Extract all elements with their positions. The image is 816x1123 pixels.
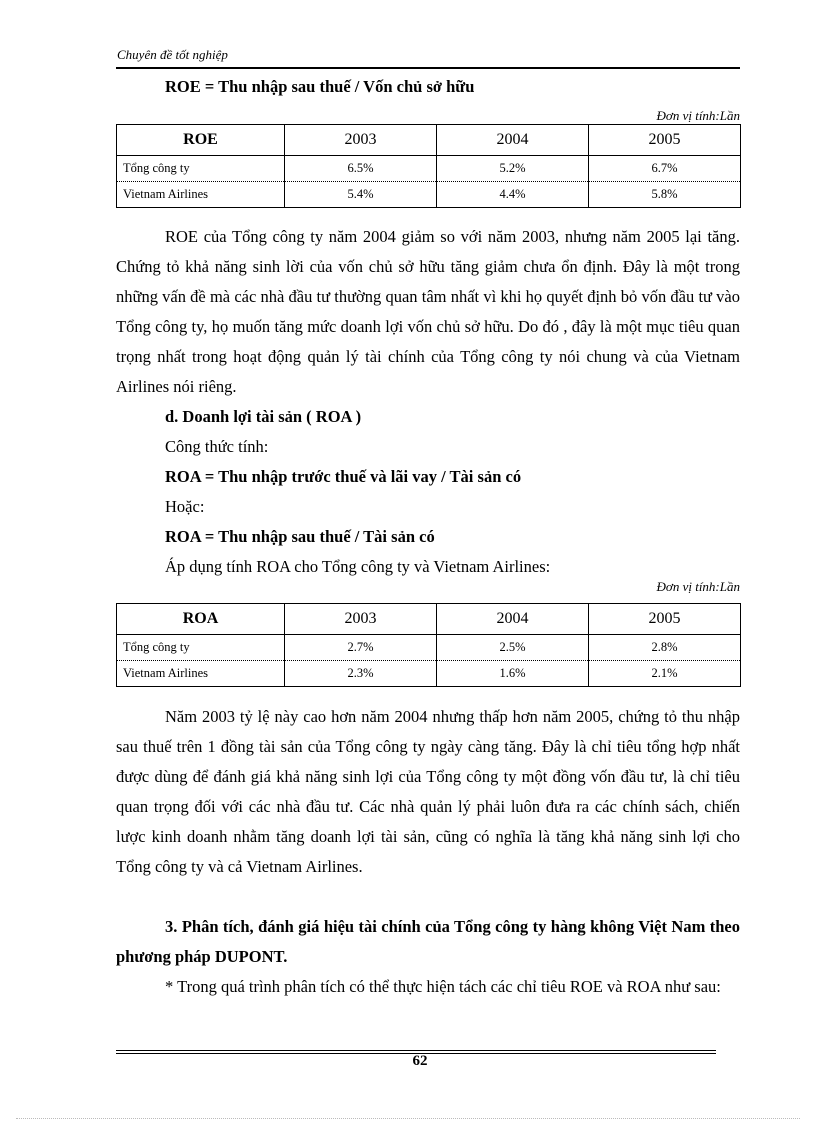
roe-table-unit: Đơn vị tính:Lần xyxy=(656,108,740,123)
roa-table-header: 2004 xyxy=(437,604,589,635)
roe-table-header: 2003 xyxy=(285,125,437,156)
table-cell: 1.6% xyxy=(437,661,589,687)
table-cell: 2.3% xyxy=(285,661,437,687)
roe-table-header: ROE xyxy=(117,125,285,156)
roa-table xyxy=(116,603,741,687)
table-cell: 4.4% xyxy=(437,182,589,208)
roa-analysis-paragraph: Năm 2003 tỷ lệ này cao hơn năm 2004 nhưng thấp hơn năm 2005, chứng tỏ thu nhập sau thuế trên 1 đồng tài sản của Tổng công ty ngày càng tăng. Đây là chỉ tiêu tổng hợp nhất được dùng để đánh giá khả năng sinh lợi của Tổng công ty một đồng vốn đầu tư, là chỉ tiêu quan trọng đối với các nhà đầu tư. Các nhà quản lý phải luôn đưa ra các chính sách, chiến lược kinh doanh nhằm tăng doanh lợi tài sản, cũng có nghĩa là tăng khả năng sinh lợi cho Tổng công ty và cả Vietnam Airlines. xyxy=(116,707,740,876)
table-cell: 2.8% xyxy=(589,635,741,661)
roa-formula-label: Công thức tính: xyxy=(165,437,269,456)
table-cell: 2.7% xyxy=(285,635,437,661)
page-bottom-border xyxy=(16,1118,800,1119)
roe-table-header-row xyxy=(117,125,741,156)
table-cell: Vietnam Airlines xyxy=(117,661,285,687)
roa-heading: d. Doanh lợi tài sản ( ROA ) xyxy=(165,407,362,426)
roa-or-label: Hoặc: xyxy=(165,497,205,516)
table-cell: 2.5% xyxy=(437,635,589,661)
roe-table xyxy=(116,124,741,208)
header-rule xyxy=(116,67,740,69)
dupont-intro-paragraph: * Trong quá trình phân tích có thể thực hiện tách các chỉ tiêu ROE và ROA như sau: xyxy=(165,977,721,996)
roa-formula-2: ROA = Thu nhập sau thuế / Tài sản có xyxy=(165,527,435,546)
table-row xyxy=(117,182,741,208)
roe-table-header: 2005 xyxy=(589,125,741,156)
table-cell: Vietnam Airlines xyxy=(117,182,285,208)
table-row xyxy=(117,661,741,687)
table-row xyxy=(117,156,741,182)
table-cell: 6.7% xyxy=(589,156,741,182)
roa-table-header: 2003 xyxy=(285,604,437,635)
page-number: 62 xyxy=(412,1053,428,1069)
header-title: Chuyên đề tốt nghiệp xyxy=(117,47,228,62)
section-3-heading: 3. Phân tích, đánh giá hiệu tài chính của Tổng công ty hàng không Việt Nam theo phương pháp DUPONT. xyxy=(116,917,740,966)
roa-table-unit: Đơn vị tính:Lần xyxy=(656,579,740,594)
roe-analysis-paragraph: ROE của Tổng công ty năm 2004 giảm so với năm 2003, nhưng năm 2005 lại tăng. Chứng tỏ khả năng sinh lời của vốn chủ sở hữu tăng giảm chưa ổn định. Đây là một trong những vấn đề mà các nhà đầu tư thường quan tâm nhất vì khi họ quyết định bỏ vốn đầu tư vào Tổng công ty, họ muốn tăng mức doanh lợi vốn chủ sở hữu. Do đó , đây là một mục tiêu quan trọng nhất trong hoạt động quản lý tài chính của Tổng công ty nói chung và của Vietnam Airlines nói riêng. xyxy=(116,227,740,396)
table-row xyxy=(117,635,741,661)
roa-formula-1: ROA = Thu nhập trước thuế và lãi vay / Tài sản có xyxy=(165,467,522,486)
roa-table-header: 2005 xyxy=(589,604,741,635)
roa-apply-text: Áp dụng tính ROA cho Tổng công ty và Vietnam Airlines: xyxy=(165,557,551,576)
roe-table-header: 2004 xyxy=(437,125,589,156)
table-cell: 5.4% xyxy=(285,182,437,208)
table-cell: Tổng công ty xyxy=(117,156,285,182)
roa-table-header-row xyxy=(117,604,741,635)
footer-rule xyxy=(116,1050,716,1051)
table-cell: 2.1% xyxy=(589,661,741,687)
roa-table-header: ROA xyxy=(117,604,285,635)
table-cell: 5.2% xyxy=(437,156,589,182)
table-cell: 6.5% xyxy=(285,156,437,182)
table-cell: 5.8% xyxy=(589,182,741,208)
roe-formula: ROE = Thu nhập sau thuế / Vốn chủ sở hữu xyxy=(165,77,475,96)
table-cell: Tổng công ty xyxy=(117,635,285,661)
